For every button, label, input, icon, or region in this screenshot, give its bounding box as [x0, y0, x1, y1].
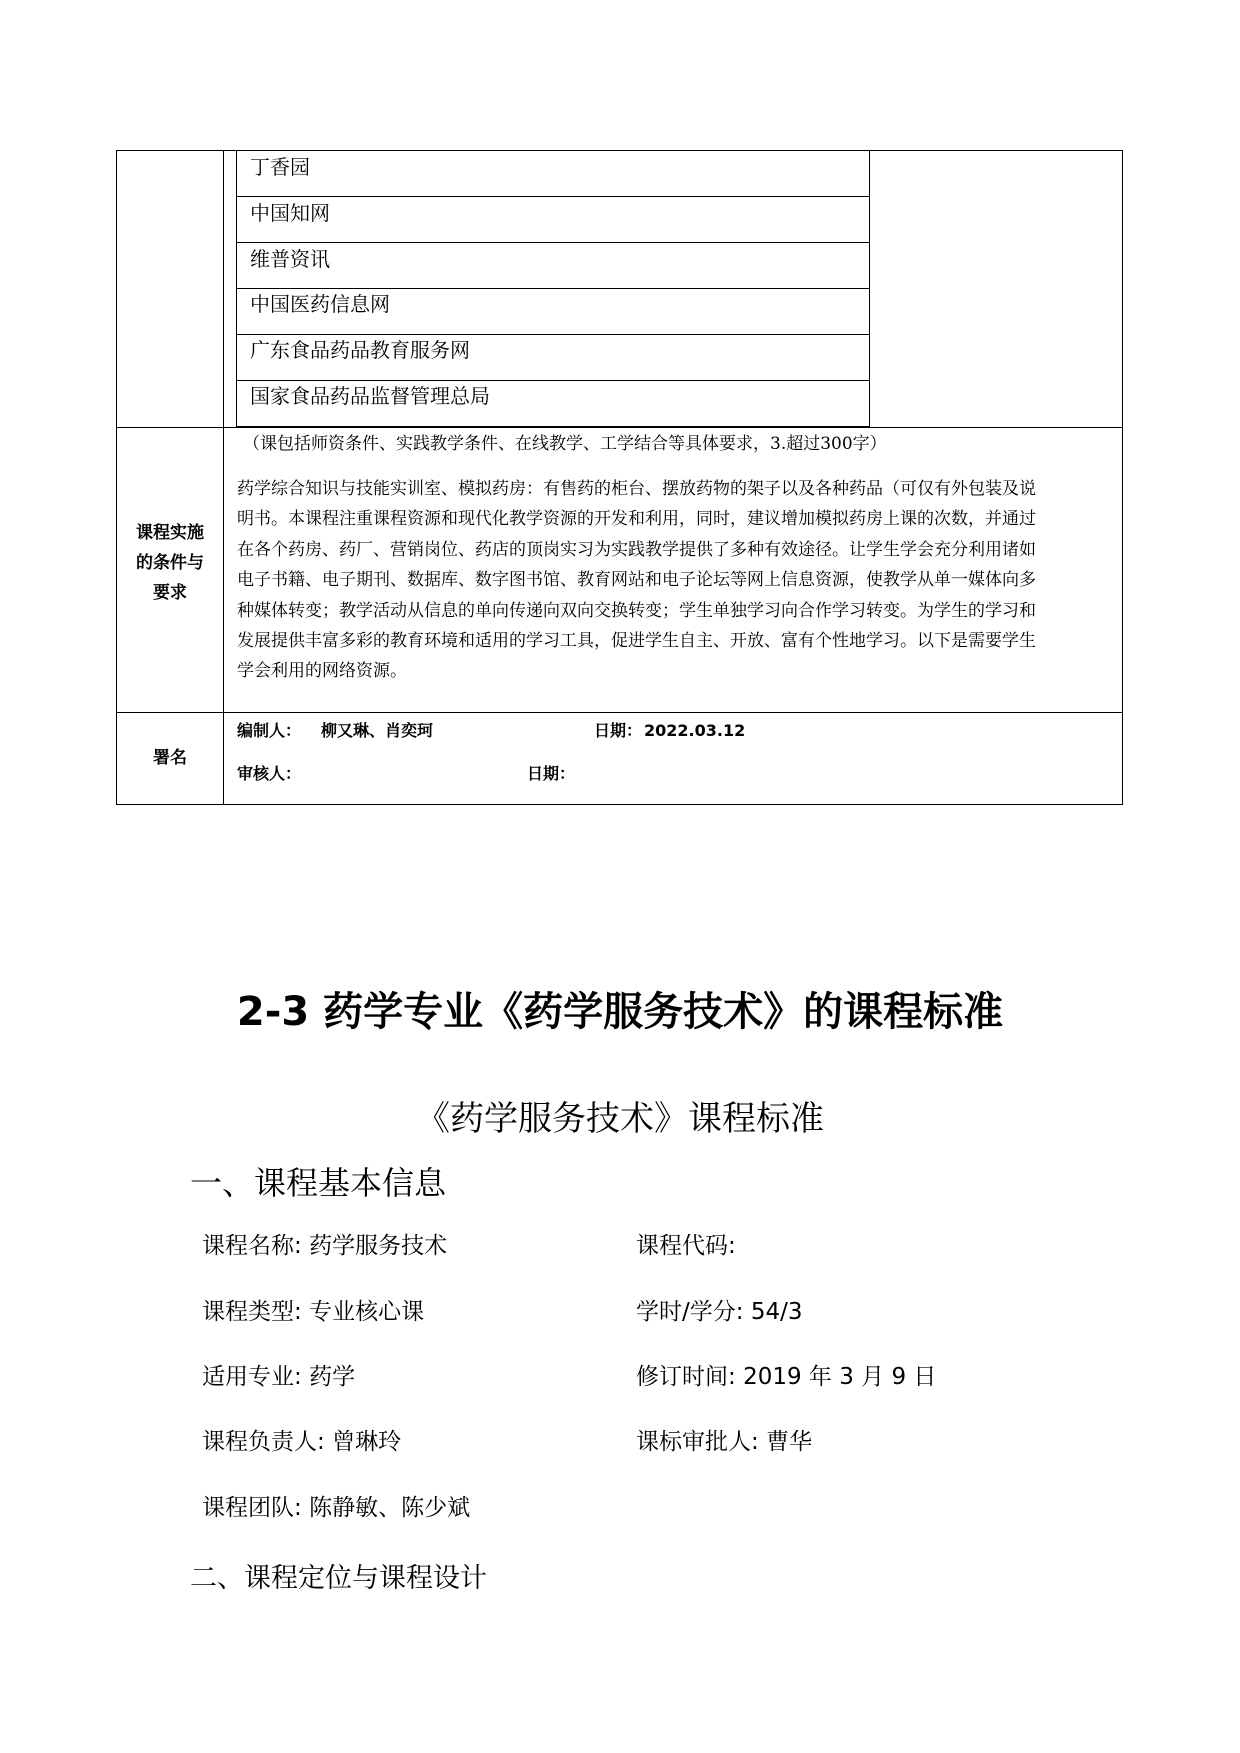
course-team-field: [202, 1492, 470, 1524]
table-border-right: [1122, 150, 1123, 805]
course-code-field: [636, 1230, 736, 1262]
requirements-label-line: 的条件与: [136, 553, 204, 573]
review-date-label: 日期：: [527, 764, 576, 783]
course-major-value: 药学: [309, 1364, 356, 1390]
requirements-body-line: 明书。本课程注重课程资源和现代化教学资源的开发和利用，同时，建议增加模拟药房上课的次数，并通过: [237, 509, 1036, 530]
resource-item: 中国知网: [250, 201, 330, 225]
resources-table-border: [869, 150, 870, 427]
requirements-label: [124, 518, 216, 608]
resources-table-border: [236, 380, 870, 381]
resources-table-border: [236, 242, 870, 243]
course-revision-value: 2019 年 3 月 9 日: [743, 1364, 937, 1390]
requirements-label-line: 要求: [153, 583, 187, 603]
resources-table-border: [236, 150, 237, 427]
course-hours-label: 学时/学分:: [636, 1299, 744, 1325]
course-leader-label: 课程负责人:: [202, 1429, 325, 1455]
course-hours-field: [636, 1296, 802, 1328]
course-revision-field: [636, 1361, 936, 1393]
course-name-field: [202, 1230, 447, 1262]
requirements-body-line: 电子书籍、电子期刊、数据库、数字图书馆、教育网站和电子论坛等网上信息资源，使教学从单一媒体向多: [237, 570, 1036, 591]
course-team-value: 陈静敏、陈少斌: [309, 1495, 471, 1521]
requirements-body-line: 学会利用的网络资源。: [237, 661, 407, 682]
requirements-body: [237, 474, 1115, 687]
resource-item: 国家食品药品监督管理总局: [250, 384, 490, 408]
signature-label: 署名: [153, 748, 187, 768]
course-approver-value: 曹华: [766, 1429, 813, 1455]
section-heading-basic-info: 一、课程基本信息: [190, 1164, 447, 1202]
resources-table-border: [236, 334, 870, 335]
resources-table-border: [236, 150, 870, 151]
document-main-title: 2-3 药学专业《药学服务技术》的课程标准: [236, 989, 1004, 1035]
requirements-label-line: 课程实施: [136, 523, 204, 543]
resources-table-border: [236, 426, 870, 427]
course-approver-label: 课标审批人:: [636, 1429, 759, 1455]
course-approver-field: [636, 1426, 812, 1458]
course-revision-label: 修订时间:: [636, 1364, 736, 1390]
compiler-label: 编制人：: [237, 721, 302, 740]
resource-item: 维普资讯: [250, 247, 330, 271]
requirements-body-line: 在各个药房、药厂、营销岗位、药店的顶岗实习为实践教学提供了多种有效途径。让学生学会充分利用诸如: [237, 539, 1036, 560]
course-leader-field: [202, 1426, 401, 1458]
section-heading-positioning: 二、课程定位与课程设计: [190, 1563, 487, 1594]
resource-item: 中国医药信息网: [250, 292, 390, 316]
requirements-body-line: 药学综合知识与技能实训室、模拟药房：有售药的柜台、摆放药物的架子以及各种药品（可仅有外包装及说: [237, 479, 1036, 499]
course-major-field: [202, 1361, 355, 1393]
course-type-field: [202, 1296, 424, 1328]
requirements-note: （课包括师资条件、实践教学条件、在线教学、工学结合等具体要求，3.超过300字）: [243, 434, 887, 454]
course-type-value: 专业核心课: [309, 1299, 425, 1325]
table-row-divider: [116, 427, 1123, 428]
resource-item: 广东食品药品教育服务网: [250, 338, 470, 362]
course-team-label: 课程团队:: [202, 1495, 302, 1521]
reviewer-label: 审核人：: [237, 764, 302, 783]
table-border-left: [116, 150, 117, 805]
course-code-label: 课程代码:: [636, 1233, 736, 1259]
course-type-label: 课程类型:: [202, 1299, 302, 1325]
table-row-divider: [116, 712, 1123, 713]
table-border-bottom: [116, 804, 1123, 805]
resource-item: 丁香园: [250, 155, 310, 179]
course-leader-value: 曾琳玲: [332, 1429, 402, 1455]
compile-date-label: 日期：: [594, 721, 643, 740]
resources-table-border: [236, 288, 870, 289]
compiler-value: 柳又琳、肖奕珂: [321, 721, 434, 740]
course-major-label: 适用专业:: [202, 1364, 302, 1390]
table-column-divider: [223, 150, 224, 805]
resources-table-border: [236, 196, 870, 197]
document-sub-title: 《药学服务技术》课程标准: [416, 1099, 824, 1139]
requirements-body-line: 发展提供丰富多彩的教育环境和适用的学习工具，促进学生自主、开放、富有个性地学习。以下是需要学生: [237, 631, 1036, 652]
course-name-label: 课程名称:: [202, 1233, 302, 1259]
requirements-body-line: 种媒体转变；教学活动从信息的单向传递向双向交换转变；学生单独学习向合作学习转变。为学生的学习和: [237, 600, 1036, 621]
course-hours-value: 54/3: [750, 1299, 803, 1325]
course-name-value: 药学服务技术: [309, 1233, 448, 1259]
compile-date-value: 2022.03.12: [644, 721, 746, 740]
